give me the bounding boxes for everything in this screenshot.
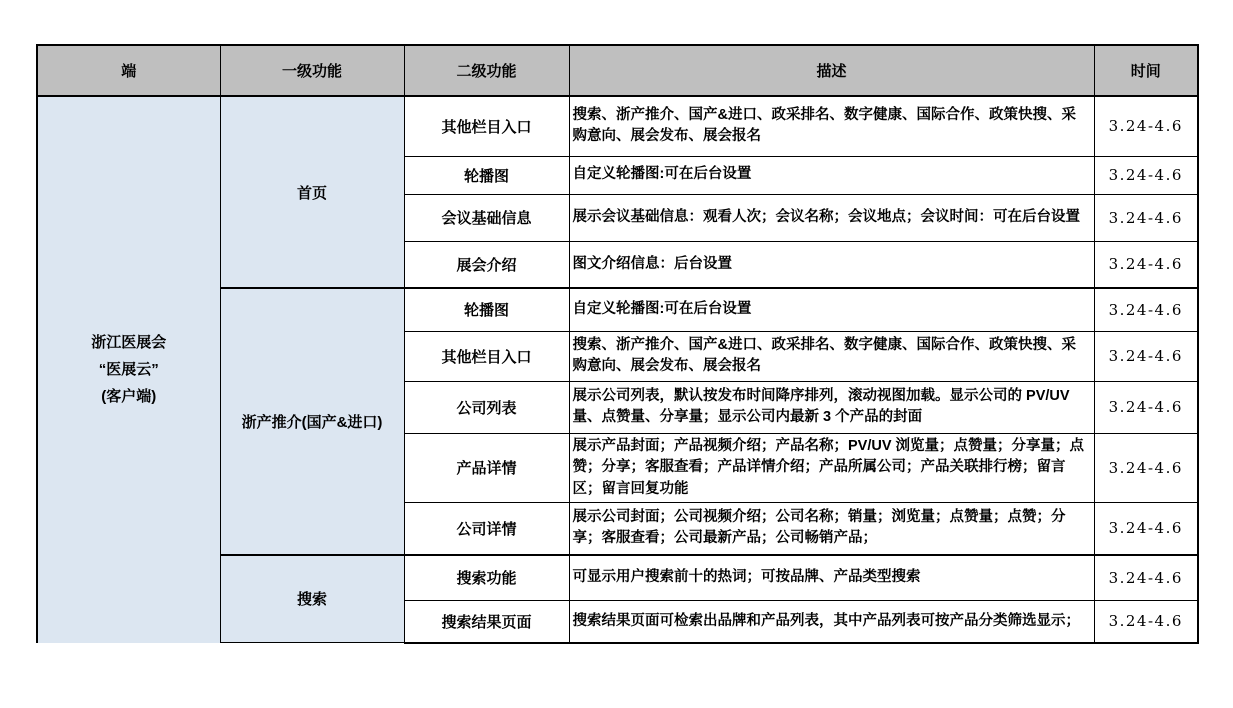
description-cell: 展示产品封面；产品视频介绍；产品名称；PV/UV 浏览量；点赞量；分享量；点赞；分享；客服查看；产品详情介绍；产品所属公司；产品关联排行榜；留言区；留言回复功能 — [569, 433, 1094, 503]
client-line: (客户端) — [101, 388, 157, 406]
feature-cell: 会议基础信息 — [404, 194, 569, 241]
description-cell: 展示公司封面；公司视频介绍；公司名称；销量；浏览量；点赞量；点赞；分享；客服查看；公司最新产品；公司畅销产品； — [569, 503, 1094, 555]
time-cell: 3.24-4.6 — [1094, 331, 1198, 381]
table-row — [37, 96, 1198, 156]
feature-spec-table — [36, 44, 1199, 644]
feature-cell: 轮播图 — [404, 156, 569, 194]
description-cell: 可显示用户搜索前十的热词；可按品牌、产品类型搜索 — [569, 555, 1094, 601]
feature-spec-table-container — [36, 44, 1199, 644]
client-cell — [37, 96, 220, 643]
section-cell-search: 搜索 — [220, 555, 404, 643]
feature-cell: 展会介绍 — [404, 241, 569, 288]
description-cell: 自定义轮播图:可在后台设置 — [569, 156, 1094, 194]
feature-cell: 搜索结果页面 — [404, 601, 569, 643]
time-cell: 3.24-4.6 — [1094, 503, 1198, 555]
header-cell-time: 时间 — [1094, 45, 1198, 96]
description-cell: 搜索、浙产推介、国产&进口、政采排名、数字健康、国际合作、政策快搜、采购意向、展会发布、展会报名 — [569, 96, 1094, 156]
feature-cell: 其他栏目入口 — [404, 96, 569, 156]
time-cell: 3.24-4.6 — [1094, 601, 1198, 643]
section-cell-promotion: 浙产推介(国产&进口) — [220, 288, 404, 555]
time-cell: 3.24-4.6 — [1094, 194, 1198, 241]
feature-cell: 产品详情 — [404, 433, 569, 503]
description-cell: 搜索结果页面可检索出品牌和产品列表，其中产品列表可按产品分类筛选显示； — [569, 601, 1094, 643]
description-cell: 搜索、浙产推介、国产&进口、政采排名、数字健康、国际合作、政策快搜、采购意向、展会发布、展会报名 — [569, 331, 1094, 381]
header-cell-description: 描述 — [569, 45, 1094, 96]
time-cell: 3.24-4.6 — [1094, 288, 1198, 331]
client-line: 浙江医展会 — [91, 334, 167, 352]
feature-cell: 公司详情 — [404, 503, 569, 555]
time-cell: 3.24-4.6 — [1094, 381, 1198, 433]
client-line: “医展云” — [98, 361, 159, 379]
header-cell-level1: 一级功能 — [220, 45, 404, 96]
feature-cell: 其他栏目入口 — [404, 331, 569, 381]
description-cell: 展示会议基础信息：观看人次；会议名称；会议地点；会议时间：可在后台设置 — [569, 194, 1094, 241]
time-cell: 3.24-4.6 — [1094, 156, 1198, 194]
feature-cell: 搜索功能 — [404, 555, 569, 601]
header-row — [37, 45, 1198, 96]
time-cell: 3.24-4.6 — [1094, 433, 1198, 503]
time-cell: 3.24-4.6 — [1094, 96, 1198, 156]
description-cell: 图文介绍信息：后台设置 — [569, 241, 1094, 288]
feature-cell: 轮播图 — [404, 288, 569, 331]
time-cell: 3.24-4.6 — [1094, 555, 1198, 601]
header-cell-client: 端 — [37, 45, 220, 96]
section-cell-home: 首页 — [220, 96, 404, 288]
time-cell: 3.24-4.6 — [1094, 241, 1198, 288]
header-cell-level2: 二级功能 — [404, 45, 569, 96]
description-cell: 自定义轮播图:可在后台设置 — [569, 288, 1094, 331]
description-cell: 展示公司列表，默认按发布时间降序排列，滚动视图加载。显示公司的 PV/UV 量、点赞量、分享量；显示公司内最新 3 个产品的封面 — [569, 381, 1094, 433]
feature-cell: 公司列表 — [404, 381, 569, 433]
